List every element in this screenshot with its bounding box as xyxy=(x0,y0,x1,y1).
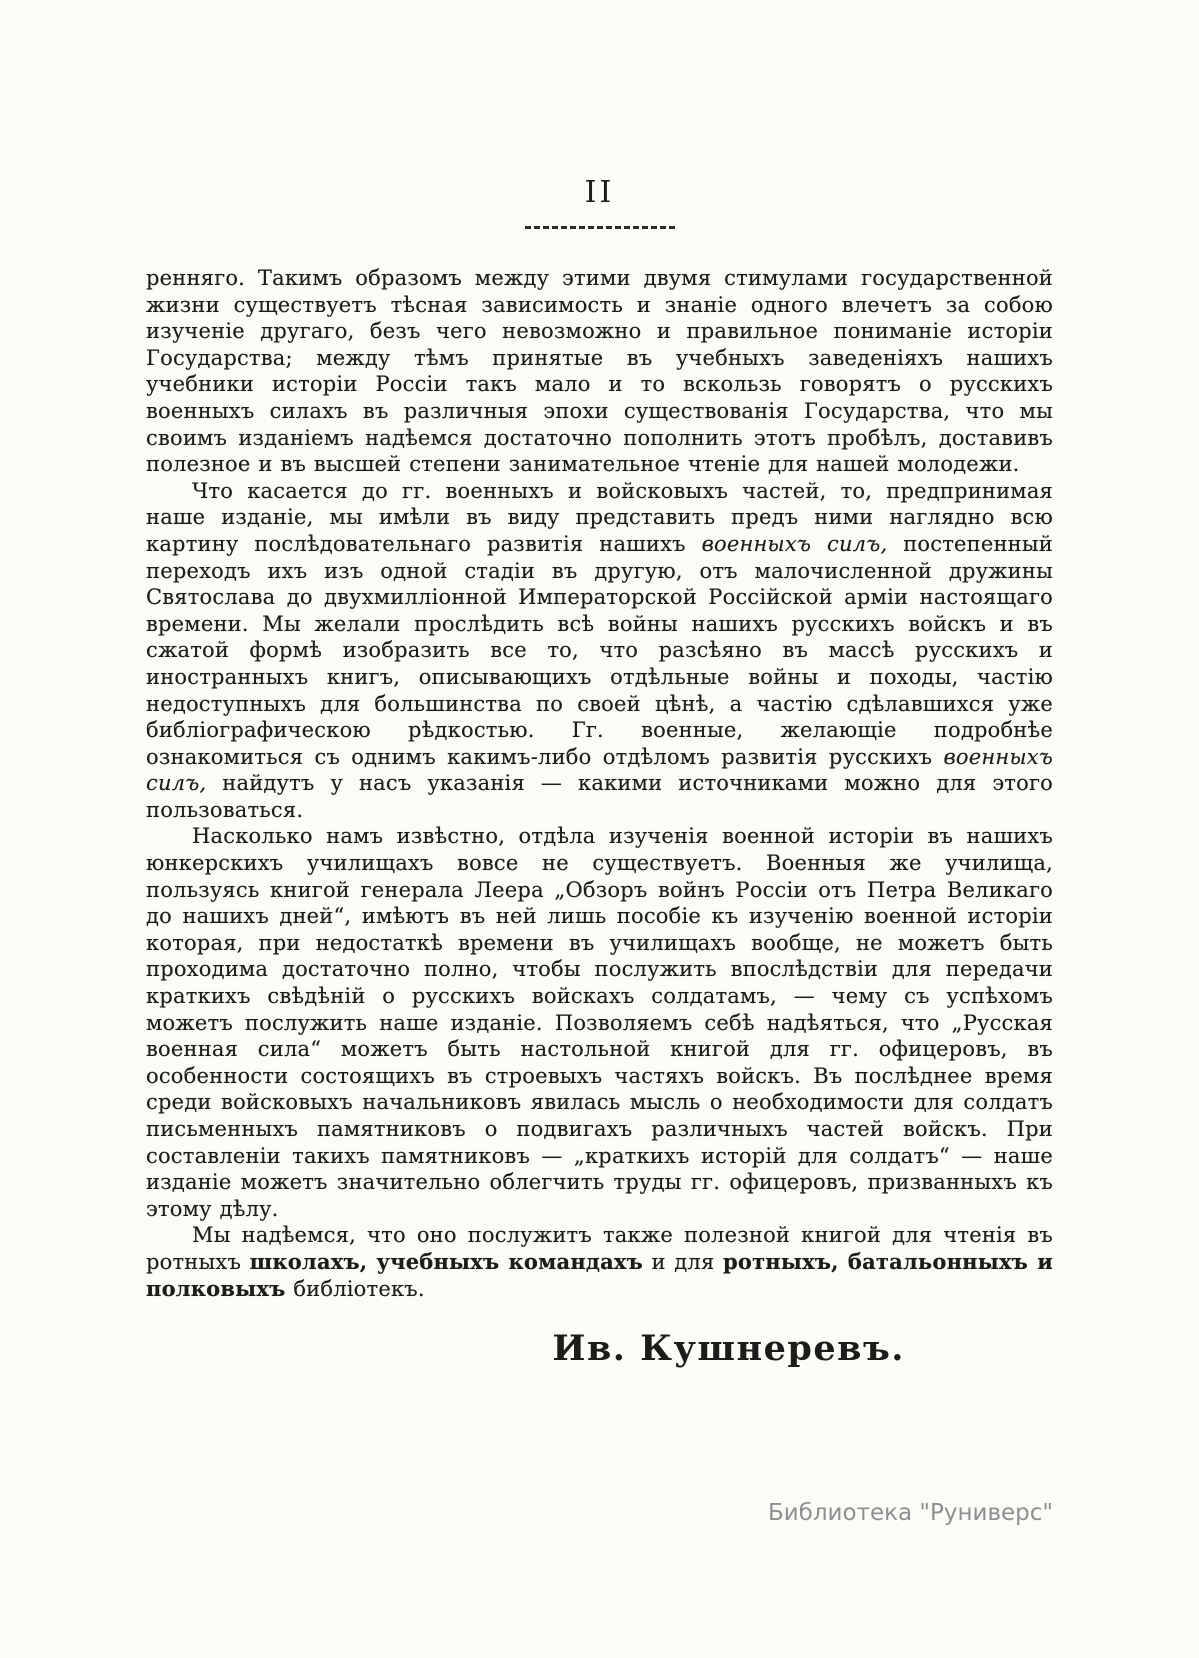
paragraph: Мы надѣемся, что оно послужитъ также полезной книгой для чтенія въ ротныхъ школахъ, учебныхъ командахъ и для ротныхъ, батальонныхъ и полковыхъ библіотекъ. xyxy=(146,1223,1053,1301)
text-block xyxy=(146,265,1053,1302)
paragraph: Насколько намъ извѣстно, отдѣла изученія военной исторіи въ нашихъ юнкерскихъ училищахъ вовсе не существуетъ. Военныя же училища, пользуясь книгой генерала Леера „Обзоръ войнъ Россіи отъ Петра Великаго до нашихъ дней“, имѣютъ въ ней лишь пособіе къ изученію военной исторіи которая, при недостаткѣ времени въ училищахъ вообще, не можетъ быть проходима достаточно полно, чтобы послужить впослѣдствіи для передачи краткихъ свѣдѣній о русскихъ войскахъ солдатамъ, — чему съ успѣхомъ можетъ послужить наше изданіе. Позволяемъ себѣ надѣяться, что „Русская военная сила“ можетъ быть настольной книгой для гг. офицеровъ, въ особенности состоящихъ въ строевыхъ частяхъ войскъ. Въ послѣднее время среди войсковыхъ начальниковъ явилась мысль о необходимости для солдатъ письменныхъ памятниковъ о подвигахъ различныхъ частей войскъ. При составленіи такихъ памятниковъ — „краткихъ исторій для солдатъ“ — наше изданіе можетъ значительно облегчить труды гг. офицеровъ, призванныхъ къ этому дѣлу. xyxy=(146,824,1053,1221)
paragraph: ренняго. Такимъ образомъ между этими двумя стимулами государственной жизни существуетъ тѣсная зависимость и знаніе одного влечетъ за собою изученіе другаго, безъ чего невозможно и правильное пониманіе исторіи Государства; между тѣмъ принятые въ учебныхъ заведеніяхъ нашихъ учебники исторіи Россіи такъ мало и то вскользь говорятъ о русскихъ военныхъ силахъ въ различныя эпохи существованія Государства, что мы своимъ изданіемъ надѣемся достаточно пополнить этотъ пробѣлъ, доставивъ полезное и въ высшей степени занимательное чтеніе для нашей молодежи. xyxy=(146,266,1053,477)
decorative-dashed-rule xyxy=(525,226,675,229)
page-number: II xyxy=(584,175,615,210)
library-watermark: Библиотека "Руниверс" xyxy=(767,1500,1053,1526)
paragraph: Что касается до гг. военныхъ и войсковыхъ частей, то, предпринимая наше изданіе, мы имѣли въ виду представить предъ ними наглядно всю картину послѣдовательнаго развитія нашихъ военныхъ силъ, постепенный переходъ ихъ изъ одной стадіи въ другую, отъ малочисленной дружины Святослава до двухмилліонной Императорской Россійской арміи настоящаго времени. Мы желали прослѣдить всѣ войны нашихъ русскихъ войскъ и въ сжатой формѣ изобразить все то, что разсѣяно въ массѣ русскихъ и иностранныхъ книгъ, описывающихъ отдѣльные войны и походы, частію недоступныхъ для большинства по своей цѣнѣ, а частію сдѣлавшихся уже библіографическою рѣдкостью. Гг. военные, желающіе подробнѣе ознакомиться съ однимъ какимъ-либо отдѣломъ развитія русскихъ военныхъ силъ, найдутъ у насъ указанія — какими источниками можно для этого пользоваться. xyxy=(146,478,1053,822)
author-signature: Ив. Кушнеревъ. xyxy=(552,1328,905,1370)
